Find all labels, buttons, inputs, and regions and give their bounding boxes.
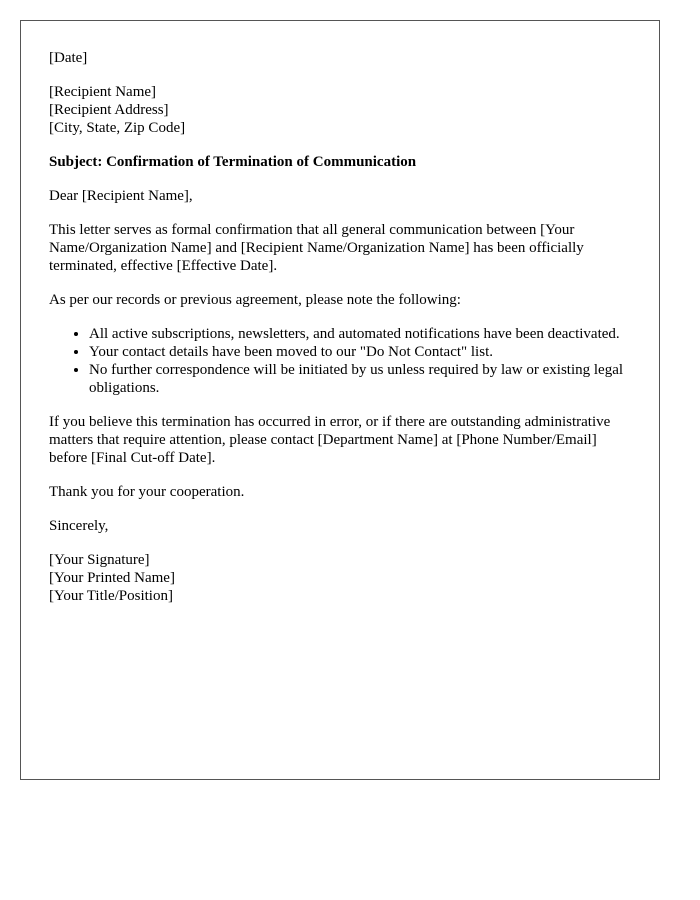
recipient-address: [Recipient Address]: [49, 102, 169, 118]
body-paragraph-2: As per our records or previous agreement, please note the following:: [49, 292, 461, 308]
title-position: [Your Title/Position]: [49, 588, 173, 604]
recipient-block: [49, 83, 631, 137]
list-item: • All active subscriptions, newsletters, and automated notifications have been deactivated.: [89, 325, 631, 343]
body-paragraph-3: If you believe this termination has occurred in error, or if there are outstanding administrative matters that require attention, please contact [Department Name] at [Phone Number/Email] before [Final Cut-off Date].: [49, 414, 611, 466]
body-paragraph-1: This letter serves as formal confirmation that all general communication between [Your Name/Organization Name] and [Recipient Name/Organization Name] has been officially terminated, effective [Effective Date].: [49, 222, 584, 274]
list-item: • No further correspondence will be initiated by us unless required by law or existing legal obligations.: [89, 361, 631, 397]
salutation: Dear [Recipient Name],: [49, 188, 193, 204]
closing-line: Sincerely,: [49, 518, 109, 534]
subject-line: Subject: Confirmation of Termination of Communication: [49, 154, 417, 170]
printed-name: [Your Printed Name]: [49, 570, 175, 586]
letter-document: [20, 20, 660, 780]
list-item: • Your contact details have been moved to our "Do Not Contact" list.: [89, 343, 631, 361]
thanks-line: Thank you for your cooperation.: [49, 484, 245, 500]
signature-placeholder: [Your Signature]: [49, 552, 150, 568]
recipient-city-state-zip: [City, State, Zip Code]: [49, 120, 186, 136]
recipient-name: [Recipient Name]: [49, 84, 157, 100]
notice-list: [49, 325, 631, 397]
signature-block: [49, 551, 631, 605]
letter-date: [Date]: [49, 50, 88, 66]
